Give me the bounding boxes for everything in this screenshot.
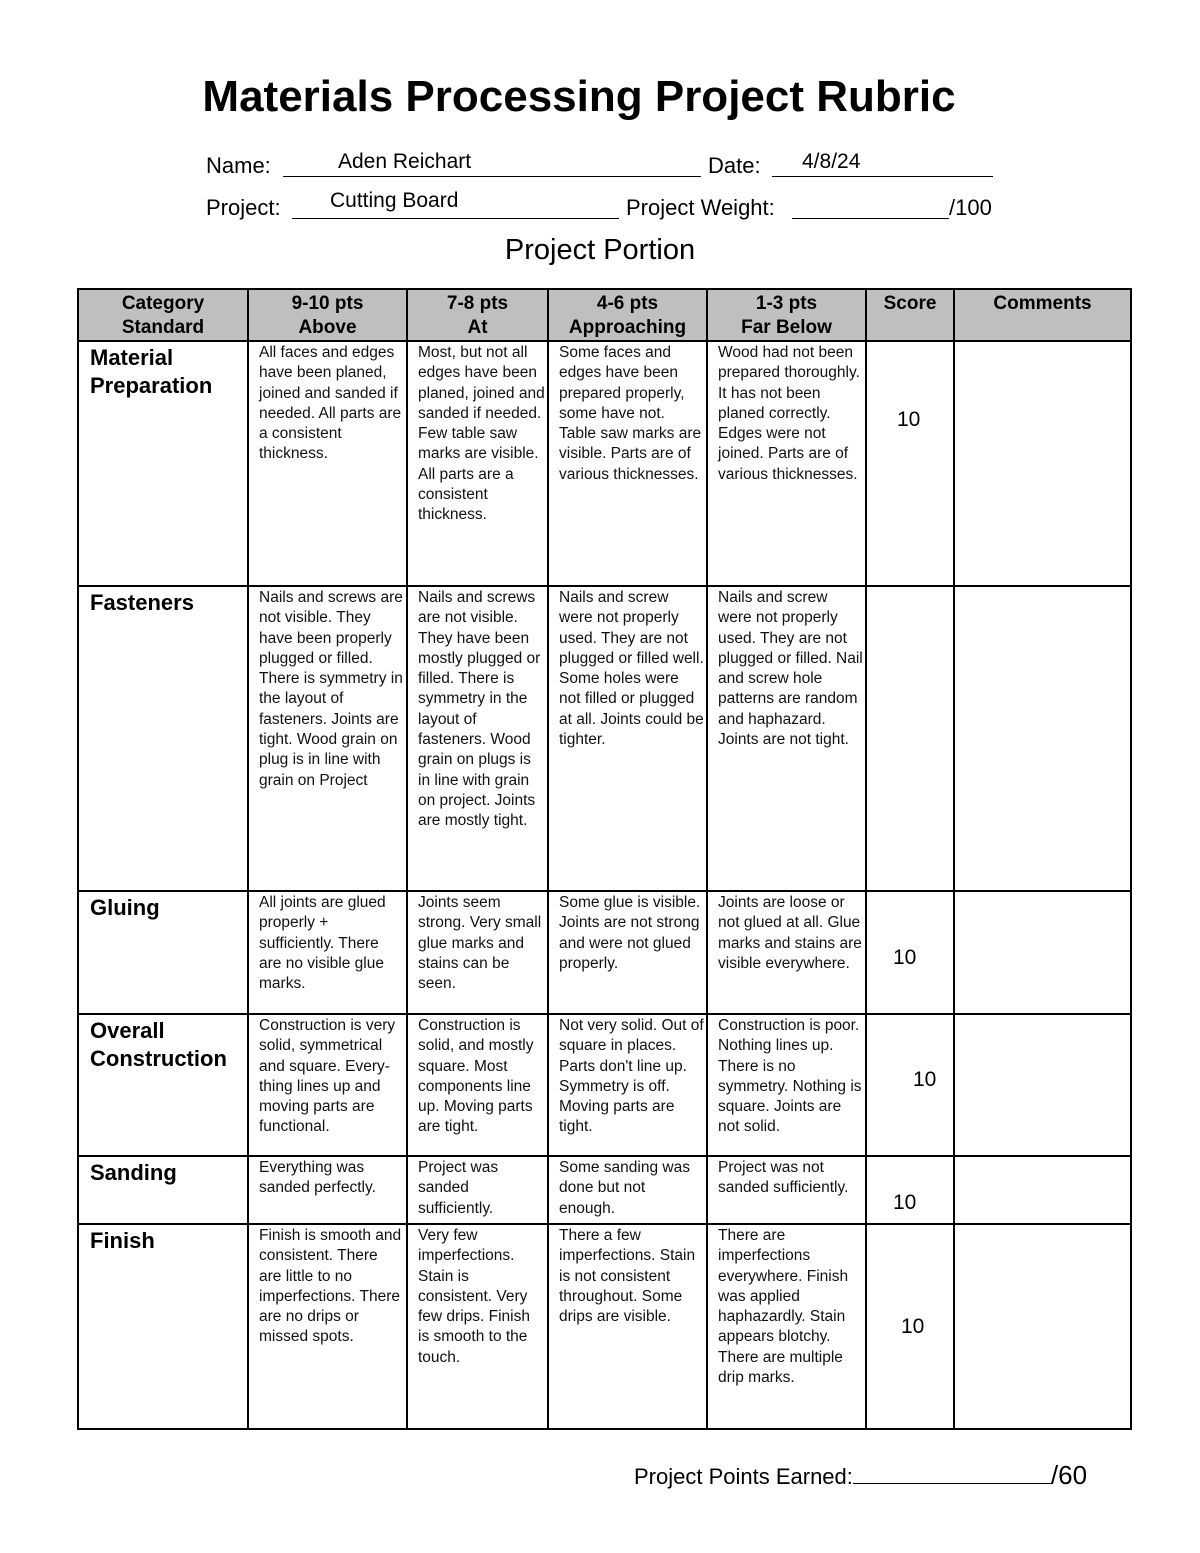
category-cell: Gluing xyxy=(78,891,248,1014)
name-line xyxy=(283,176,701,177)
project-label: Project: xyxy=(206,195,281,220)
table-row xyxy=(78,586,1131,891)
above-cell: All faces and edges have been planed, joined and sanded if needed. All parts are a consistent thickness. xyxy=(248,341,407,586)
category-cell: Overall Construction xyxy=(78,1014,248,1156)
approaching-cell: Some faces and edges have been prepared properly, some have not. Table saw marks are visible. Parts are of various thicknesses. xyxy=(548,341,707,586)
project-weight-field[interactable] xyxy=(792,218,949,219)
category-cell: Sanding xyxy=(78,1156,248,1224)
header-above: 9-10 pts Above xyxy=(248,289,407,341)
at-cell: Joints seem strong. Very small glue marks and stains can be seen. xyxy=(407,891,548,1014)
project-weight-max: /100 xyxy=(949,195,992,220)
points-earned-field[interactable] xyxy=(853,1463,1051,1484)
table-row xyxy=(78,1156,1131,1224)
approaching-cell: Some sanding was done but not enough. xyxy=(548,1156,707,1224)
category-cell: Fasteners xyxy=(78,586,248,891)
far-below-cell: Construction is poor. Nothing lines up. There is no symmetry. Nothing is square. Joints are not solid. xyxy=(707,1014,866,1156)
far-below-cell: Joints are loose or not glued at all. Glue marks and stains are visible everywhere. xyxy=(707,891,866,1014)
far-below-cell: There are imperfections everywhere. Finish was applied haphazardly. Stain appears blotchy. There are multiple drip marks. xyxy=(707,1224,866,1429)
comments-cell[interactable] xyxy=(954,1224,1131,1429)
approaching-cell: Nails and screw were not properly used. They are not plugged or filled well. Some holes were not filled or plugged at all. Joints could be tighter. xyxy=(548,586,707,891)
above-cell: Finish is smooth and consistent. There are little to no imperfections. There are no drips or missed spots. xyxy=(248,1224,407,1429)
above-cell: Construction is very solid, symmetrical and square. Every-thing lines up and moving parts are functional. xyxy=(248,1014,407,1156)
score-cell[interactable]: 10 xyxy=(866,1224,954,1429)
approaching-cell: Not very solid. Out of square in places. Parts don't line up. Symmetry is off. Moving parts are tight. xyxy=(548,1014,707,1156)
header-comments: Comments xyxy=(954,289,1131,341)
above-cell: Everything was sanded perfectly. xyxy=(248,1156,407,1224)
comments-cell[interactable] xyxy=(954,341,1131,586)
page-title: Materials Processing Project Rubric xyxy=(202,72,956,121)
section-title: Project Portion xyxy=(504,234,696,266)
far-below-cell: Nails and screw were not properly used. They are not plugged or filled. Nail and screw hole patterns are random and haphazard. Joints are not tight. xyxy=(707,586,866,891)
project-line xyxy=(292,218,619,219)
points-earned xyxy=(634,1460,1087,1491)
far-below-cell: Project was not sanded sufficiently. xyxy=(707,1156,866,1224)
header-row xyxy=(78,289,1131,341)
name-label: Name: xyxy=(206,153,271,178)
rubric-table xyxy=(77,288,1132,1430)
header-far-below: 1-3 pts Far Below xyxy=(707,289,866,341)
score-cell[interactable]: 10 xyxy=(866,1156,954,1224)
date-field[interactable]: 4/8/24 xyxy=(802,150,861,173)
name-field[interactable]: Aden Reichart xyxy=(338,150,472,173)
table-row xyxy=(78,341,1131,586)
project-weight-label: Project Weight: xyxy=(626,195,775,220)
at-cell: Most, but not all edges have been planed, joined and sanded if needed. Few table saw marks are visible. All parts are a consistent thickness. xyxy=(407,341,548,586)
date-line xyxy=(772,176,993,177)
above-cell: All joints are glued properly + sufficiently. There are no visible glue marks. xyxy=(248,891,407,1014)
score-cell[interactable]: 10 xyxy=(866,341,954,586)
header-category: Category Standard xyxy=(78,289,248,341)
comments-cell[interactable] xyxy=(954,891,1131,1014)
comments-cell[interactable] xyxy=(954,1014,1131,1156)
approaching-cell: Some glue is visible. Joints are not strong and were not glued properly. xyxy=(548,891,707,1014)
table-row xyxy=(78,1014,1131,1156)
approaching-cell: There a few imperfections. Stain is not consistent throughout. Some drips are visible. xyxy=(548,1224,707,1429)
comments-cell[interactable] xyxy=(954,586,1131,891)
table-row xyxy=(78,1224,1131,1429)
far-below-cell: Wood had not been prepared thoroughly. It has not been planed correctly. Edges were not joined. Parts are of various thicknesses. xyxy=(707,341,866,586)
at-cell: Very few imperfections. Stain is consistent. Very few drips. Finish is smooth to the touch. xyxy=(407,1224,548,1429)
header-score: Score xyxy=(866,289,954,341)
at-cell: Construction is solid, and mostly square. Most components line up. Moving parts are tight. xyxy=(407,1014,548,1156)
at-cell: Project was sanded sufficiently. xyxy=(407,1156,548,1224)
category-cell: Material Preparation xyxy=(78,341,248,586)
above-cell: Nails and screws are not visible. They have been properly plugged or filled. There is symmetry in the layout of fasteners. Joints are tight. Wood grain on plug is in line with grain on Project xyxy=(248,586,407,891)
score-cell[interactable]: 10 xyxy=(866,891,954,1014)
header-approaching: 4-6 pts Approaching xyxy=(548,289,707,341)
score-cell[interactable]: 10 xyxy=(866,1014,954,1156)
table-row xyxy=(78,891,1131,1014)
at-cell: Nails and screws are not visible. They have been mostly plugged or filled. There is symmetry in the layout of fasteners. Wood grain on plugs is in line with grain on project. Joints are mostly tight. xyxy=(407,586,548,891)
header-at: 7-8 pts At xyxy=(407,289,548,341)
points-earned-label: Project Points Earned: xyxy=(634,1464,853,1489)
points-earned-max: /60 xyxy=(1050,1460,1088,1490)
project-field[interactable]: Cutting Board xyxy=(330,189,459,212)
category-cell: Finish xyxy=(78,1224,248,1429)
score-cell[interactable] xyxy=(866,586,954,891)
comments-cell[interactable] xyxy=(954,1156,1131,1224)
date-label: Date: xyxy=(708,153,761,178)
